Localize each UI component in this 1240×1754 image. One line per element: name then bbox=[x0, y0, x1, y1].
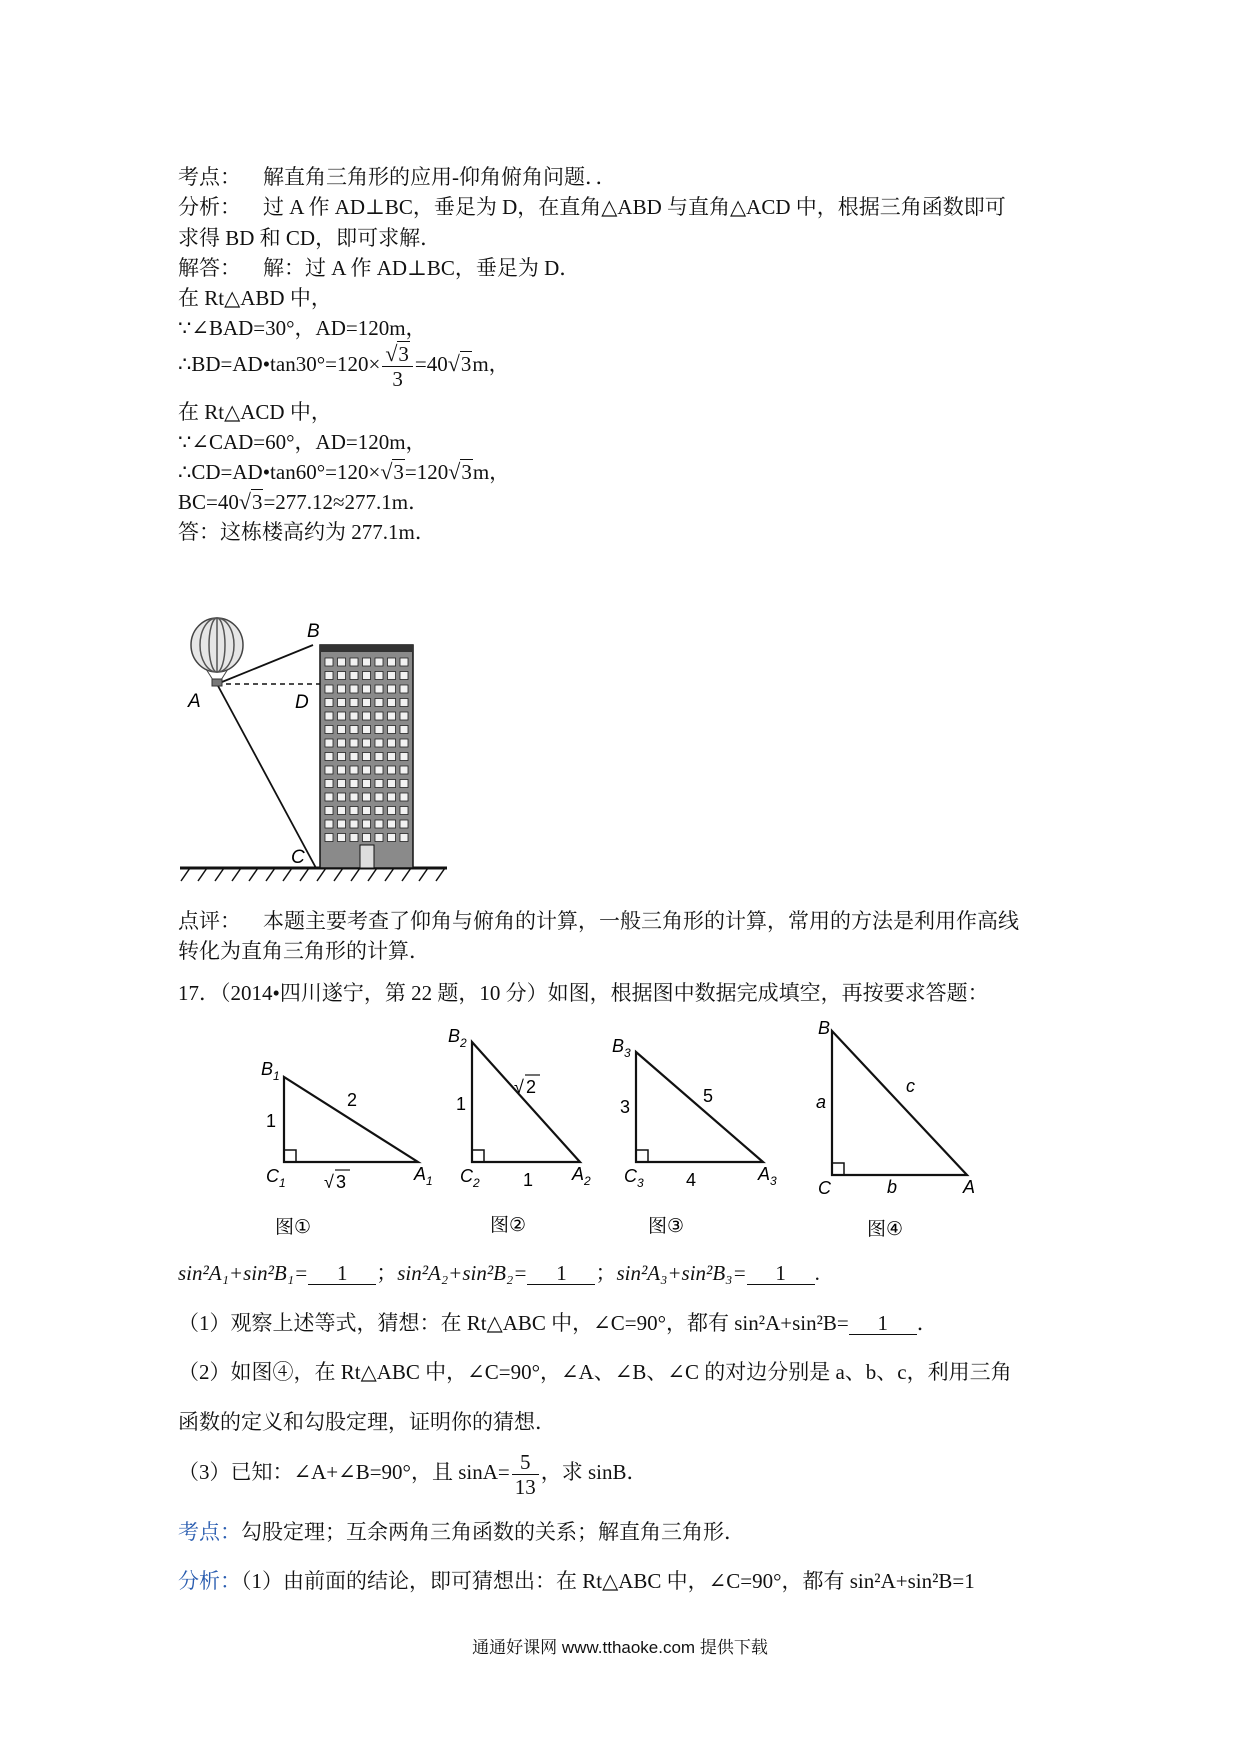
label-b: B bbox=[307, 621, 320, 642]
building-window bbox=[375, 658, 383, 666]
building-window bbox=[338, 766, 346, 774]
fig4-caption: 图④ bbox=[867, 1219, 904, 1240]
building-window bbox=[338, 699, 346, 707]
building-window bbox=[388, 820, 396, 828]
bd-fraction bbox=[382, 342, 413, 391]
building-window bbox=[338, 834, 346, 842]
q3-num: 5 bbox=[512, 1450, 539, 1475]
building-window bbox=[400, 699, 408, 707]
svg-text:C1 bbox=[266, 1166, 286, 1190]
building-window bbox=[350, 726, 358, 734]
building-window bbox=[388, 793, 396, 801]
building-window bbox=[388, 753, 396, 761]
building-window bbox=[400, 739, 408, 747]
fig3-label-b-sub: 3 bbox=[624, 1046, 631, 1060]
dianping-text-1: 本题主要考查了仰角与俯角的计算，一般三角形的计算，常用的方法是利用作高线 bbox=[263, 909, 1019, 933]
svg-text:A3 bbox=[757, 1164, 777, 1188]
building-window bbox=[400, 807, 408, 815]
svg-text:B2 bbox=[448, 1026, 467, 1050]
building-window bbox=[363, 834, 371, 842]
building-window bbox=[400, 726, 408, 734]
svg-text:C2 bbox=[460, 1166, 480, 1190]
building-window bbox=[400, 712, 408, 720]
label-a: A bbox=[188, 691, 201, 712]
fig1-caption: 图① bbox=[275, 1217, 312, 1238]
building-window bbox=[350, 699, 358, 707]
fig4-side-hyp: c bbox=[906, 1076, 915, 1096]
cd-mid: =120 bbox=[404, 460, 449, 484]
bd-num: 3 bbox=[398, 341, 409, 366]
q3-pre: （3）已知：∠A+∠B=90°，且 sinA= bbox=[178, 1460, 510, 1484]
building-window bbox=[325, 726, 333, 734]
building-window bbox=[350, 712, 358, 720]
svg-text:B1 bbox=[261, 1059, 280, 1083]
building-window bbox=[400, 793, 408, 801]
building-window bbox=[350, 766, 358, 774]
bd-rad: 3 bbox=[460, 352, 472, 376]
building-window bbox=[375, 820, 383, 828]
sqrt-icon: √ bbox=[385, 340, 398, 366]
building-window bbox=[325, 807, 333, 815]
building-window bbox=[388, 780, 396, 788]
fig3-label-a-sub: 3 bbox=[770, 1174, 777, 1188]
fig2-caption: 图② bbox=[490, 1215, 527, 1236]
building-window bbox=[338, 807, 346, 815]
building-window bbox=[375, 699, 383, 707]
triangle-figures bbox=[250, 1020, 1010, 1245]
fig2-label-c: C bbox=[460, 1166, 473, 1186]
triangle-figure-3 bbox=[612, 1036, 777, 1237]
building-window bbox=[325, 739, 333, 747]
question-3 bbox=[178, 1447, 647, 1499]
building-window bbox=[400, 753, 408, 761]
fig1-label-b: B bbox=[261, 1059, 274, 1079]
fig3-label-c: C bbox=[624, 1166, 637, 1186]
fig4-label-b: B bbox=[818, 1020, 831, 1038]
building-window bbox=[363, 685, 371, 693]
building-window bbox=[350, 820, 358, 828]
fig2-label-b: B bbox=[448, 1026, 461, 1046]
building-window bbox=[388, 658, 396, 666]
fig4-label-c: C bbox=[818, 1178, 831, 1198]
sqrt-icon: √ bbox=[380, 459, 393, 484]
kaodian-line bbox=[178, 163, 617, 191]
jieda-label: 解答： bbox=[178, 256, 241, 280]
answer-line: 答：这栋楼高约为 277.1m． bbox=[178, 520, 436, 544]
fig4-side-base: b bbox=[887, 1177, 898, 1197]
building-window bbox=[325, 712, 333, 720]
bd-mid: =40 bbox=[414, 352, 448, 376]
fig1-side-vertical: 1 bbox=[266, 1111, 277, 1131]
p17-fenxi-line bbox=[178, 1567, 975, 1595]
cd-equation bbox=[178, 458, 510, 486]
fig4-label-a: A bbox=[963, 1177, 976, 1197]
right-angle-mark bbox=[832, 1163, 844, 1175]
right-angle-mark bbox=[284, 1150, 296, 1162]
building-window bbox=[350, 739, 358, 747]
p17-fenxi-text: （1）由前面的结论，即可猜想出：在 Rt△ABC 中，∠C=90°，都有 sin²A+sin²B=1 bbox=[241, 1569, 975, 1593]
building-window bbox=[338, 685, 346, 693]
fig3-side-hyp: 5 bbox=[703, 1086, 714, 1106]
dianping-label: 点评： bbox=[178, 909, 241, 933]
building-window bbox=[363, 820, 371, 828]
fig1-label-c-sub: 1 bbox=[279, 1176, 286, 1190]
fig2-label-a: A bbox=[572, 1164, 585, 1184]
kaodian-label: 考点： bbox=[178, 165, 241, 189]
fig1-side-hyp: 2 bbox=[347, 1090, 358, 1110]
building-window bbox=[325, 820, 333, 828]
building-window bbox=[338, 712, 346, 720]
q1-text: （1）观察上述等式，猜想：在 Rt△ABC 中，∠C=90°，都有 sin²A+sin²B= bbox=[178, 1311, 849, 1335]
p17-kaodian-text: 勾股定理；互余两角三角函数的关系；解直角三角形． bbox=[241, 1520, 745, 1544]
fig1-label-b-sub: 1 bbox=[273, 1069, 280, 1083]
building-window bbox=[363, 766, 371, 774]
question-2-line-1: （2）如图④，在 Rt△ABC 中，∠C=90°，∠A、∠B、∠C 的对边分别是 a、b、c，利用三角 bbox=[178, 1360, 1012, 1384]
building-window bbox=[363, 780, 371, 788]
building-window bbox=[388, 712, 396, 720]
rt-abd-line: 在 Rt△ABD 中， bbox=[178, 286, 332, 310]
fig1-label-a-sub: 1 bbox=[426, 1174, 433, 1188]
bc-post: =277.12≈277.1m． bbox=[263, 490, 430, 514]
building-window bbox=[375, 793, 383, 801]
triangle-figure-1 bbox=[261, 1059, 433, 1238]
cd-rad1: 3 bbox=[393, 460, 404, 484]
building-window bbox=[388, 807, 396, 815]
jieda-text: 解：过 A 作 AD⊥BC，垂足为 D． bbox=[263, 256, 581, 280]
building-window bbox=[350, 780, 358, 788]
fig1-label-c: C bbox=[266, 1166, 279, 1186]
right-angle-mark bbox=[636, 1150, 648, 1162]
building-window bbox=[375, 766, 383, 774]
eq1-answer-blank: 1 bbox=[308, 1262, 376, 1285]
building-window bbox=[325, 766, 333, 774]
p17-fenxi-label: 分析： bbox=[178, 1569, 241, 1593]
building-window bbox=[325, 658, 333, 666]
building-window bbox=[338, 726, 346, 734]
building-window bbox=[325, 780, 333, 788]
fig1-side-base: 3 bbox=[336, 1172, 347, 1192]
fenxi-line-1 bbox=[178, 193, 1006, 221]
fig1-label-a: A bbox=[414, 1164, 427, 1184]
building-window bbox=[338, 820, 346, 828]
triangle-figure-4 bbox=[816, 1020, 975, 1240]
building-window bbox=[350, 672, 358, 680]
q3-den: 13 bbox=[514, 1474, 536, 1499]
fig3-label-c-sub: 3 bbox=[637, 1176, 644, 1190]
p17-kaodian-line bbox=[178, 1518, 745, 1546]
building-window bbox=[388, 672, 396, 680]
building-window bbox=[375, 712, 383, 720]
cd-post: m， bbox=[472, 460, 511, 484]
q3-post: ，求 sinB． bbox=[540, 1460, 648, 1484]
fenxi-label: 分析： bbox=[178, 195, 241, 219]
eq1-lhs: sin²A₁+sin²B₁= bbox=[178, 1261, 309, 1285]
svg-text:A2 bbox=[571, 1164, 591, 1188]
sqrt-icon: √ bbox=[324, 1172, 334, 1192]
building-window bbox=[325, 685, 333, 693]
eq2-lhs: sin²A₂+sin²B₂= bbox=[397, 1261, 528, 1285]
svg-text:B3 bbox=[612, 1036, 631, 1060]
label-d: D bbox=[295, 692, 309, 713]
svg-text:A1 bbox=[413, 1164, 433, 1188]
sin-equations-line bbox=[178, 1259, 820, 1287]
sqrt-icon: √ bbox=[238, 489, 251, 514]
sqrt-icon: √ bbox=[447, 351, 460, 376]
building-window bbox=[363, 753, 371, 761]
page-footer: 通通好课网 www.tthaoke.com 提供下载 bbox=[472, 1638, 768, 1657]
bd-pre: ∴BD=AD•tan30°=120× bbox=[178, 352, 381, 376]
bc-rad: 3 bbox=[251, 490, 263, 514]
label-c: C bbox=[291, 847, 305, 868]
building-window bbox=[363, 699, 371, 707]
building-window bbox=[400, 780, 408, 788]
building-window bbox=[338, 739, 346, 747]
building-window bbox=[363, 793, 371, 801]
fenxi-text-1: 过 A 作 AD⊥BC，垂足为 D，在直角△ABD 与直角△ACD 中，根据三角函数即可 bbox=[263, 195, 1006, 219]
fig2-label-b-sub: 2 bbox=[460, 1036, 467, 1050]
jieda-line bbox=[178, 254, 580, 282]
building-window bbox=[375, 753, 383, 761]
building-window bbox=[363, 672, 371, 680]
building-roof bbox=[320, 645, 413, 652]
right-angle-mark bbox=[472, 1150, 484, 1162]
building-window bbox=[388, 834, 396, 842]
bad-line: ∵∠BAD=30°，AD=120m， bbox=[178, 316, 427, 340]
p17-kaodian-label: 考点： bbox=[178, 1520, 241, 1544]
building-window bbox=[350, 793, 358, 801]
q1-post: ． bbox=[916, 1311, 938, 1335]
sqrt-icon: √ bbox=[514, 1077, 524, 1097]
fig2-side-hyp: 2 bbox=[526, 1077, 537, 1097]
building-window bbox=[325, 672, 333, 680]
eq3-answer-blank: 1 bbox=[747, 1262, 815, 1285]
building-window bbox=[375, 739, 383, 747]
ground-hatch bbox=[181, 868, 445, 881]
cd-pre: ∴CD=AD•tan60°=120× bbox=[178, 460, 381, 484]
building-window bbox=[325, 834, 333, 842]
building-window bbox=[363, 726, 371, 734]
fig3-side-base: 4 bbox=[686, 1170, 697, 1190]
building-window bbox=[375, 726, 383, 734]
building-window bbox=[338, 658, 346, 666]
building-window bbox=[388, 766, 396, 774]
eq2-answer-blank: 1 bbox=[527, 1262, 595, 1285]
building-window bbox=[375, 672, 383, 680]
bc-pre: BC=40 bbox=[178, 490, 239, 514]
building-window bbox=[388, 699, 396, 707]
building-window bbox=[350, 658, 358, 666]
problem17-header: 17．（2014•四川遂宁，第 22 题，10 分）如图，根据图中数据完成填空，再按要求答题： bbox=[178, 981, 989, 1005]
svg-text:C3 bbox=[624, 1166, 644, 1190]
building-window bbox=[400, 685, 408, 693]
sqrt-icon: √ bbox=[448, 459, 461, 484]
question-1 bbox=[178, 1309, 938, 1337]
fig2-label-a-sub: 2 bbox=[584, 1174, 591, 1188]
building-window bbox=[363, 739, 371, 747]
q1-answer-blank: 1 bbox=[849, 1312, 917, 1335]
q3-fraction bbox=[512, 1450, 539, 1499]
building-window bbox=[338, 672, 346, 680]
eq-sep-2: ； bbox=[595, 1261, 617, 1285]
fig3-label-a: A bbox=[758, 1164, 771, 1184]
building-window bbox=[363, 807, 371, 815]
building-window bbox=[400, 820, 408, 828]
building-door bbox=[360, 845, 374, 868]
building-window bbox=[400, 766, 408, 774]
fig2-side-base: 1 bbox=[523, 1170, 534, 1190]
building-window bbox=[388, 726, 396, 734]
building-window bbox=[400, 834, 408, 842]
building-window bbox=[338, 780, 346, 788]
bd-equation bbox=[178, 340, 510, 391]
building-window bbox=[363, 658, 371, 666]
fig2-label-c-sub: 2 bbox=[473, 1176, 480, 1190]
bd-den: 3 bbox=[392, 366, 403, 391]
building-window bbox=[400, 672, 408, 680]
fig2-side-vertical: 1 bbox=[456, 1094, 467, 1114]
dianping-line-2: 转化为直角三角形的计算． bbox=[178, 939, 430, 963]
cd-rad2: 3 bbox=[461, 460, 472, 484]
building-window bbox=[350, 807, 358, 815]
eq-sep-1: ； bbox=[376, 1261, 398, 1285]
building-window bbox=[388, 739, 396, 747]
fig3-side-vertical: 3 bbox=[620, 1097, 631, 1117]
building-window bbox=[325, 793, 333, 801]
building-window bbox=[375, 807, 383, 815]
fig4-side-vertical: a bbox=[816, 1092, 827, 1112]
bd-post: m， bbox=[472, 352, 510, 376]
building-window bbox=[363, 712, 371, 720]
building-window bbox=[388, 685, 396, 693]
kaodian-text: 解直角三角形的应用-仰角俯角问题．． bbox=[263, 165, 617, 189]
building-window bbox=[325, 753, 333, 761]
building-window bbox=[338, 753, 346, 761]
triangle-figure-2 bbox=[448, 1026, 591, 1236]
building-window bbox=[350, 685, 358, 693]
building-window bbox=[338, 793, 346, 801]
dianping-line-1 bbox=[178, 907, 1019, 935]
bc-equation bbox=[178, 488, 429, 516]
building-window bbox=[375, 780, 383, 788]
question-2-line-2: 函数的定义和勾股定理，证明你的猜想． bbox=[178, 1410, 556, 1434]
rt-acd-line: 在 Rt△ACD 中， bbox=[178, 400, 332, 424]
building-window bbox=[375, 834, 383, 842]
fig3-label-b: B bbox=[612, 1036, 625, 1056]
building-window bbox=[400, 658, 408, 666]
building-window bbox=[350, 834, 358, 842]
balloon-building-figure bbox=[175, 615, 475, 900]
fig3-caption: 图③ bbox=[648, 1216, 685, 1237]
eq3-lhs: sin²A₃+sin²B₃= bbox=[616, 1261, 747, 1285]
building-window bbox=[350, 753, 358, 761]
building-window bbox=[375, 685, 383, 693]
building-window bbox=[325, 699, 333, 707]
cad-line: ∵∠CAD=60°，AD=120m， bbox=[178, 430, 427, 454]
eq-end: . bbox=[814, 1261, 820, 1285]
fenxi-line-2: 求得 BD 和 CD，即可求解． bbox=[178, 226, 442, 250]
